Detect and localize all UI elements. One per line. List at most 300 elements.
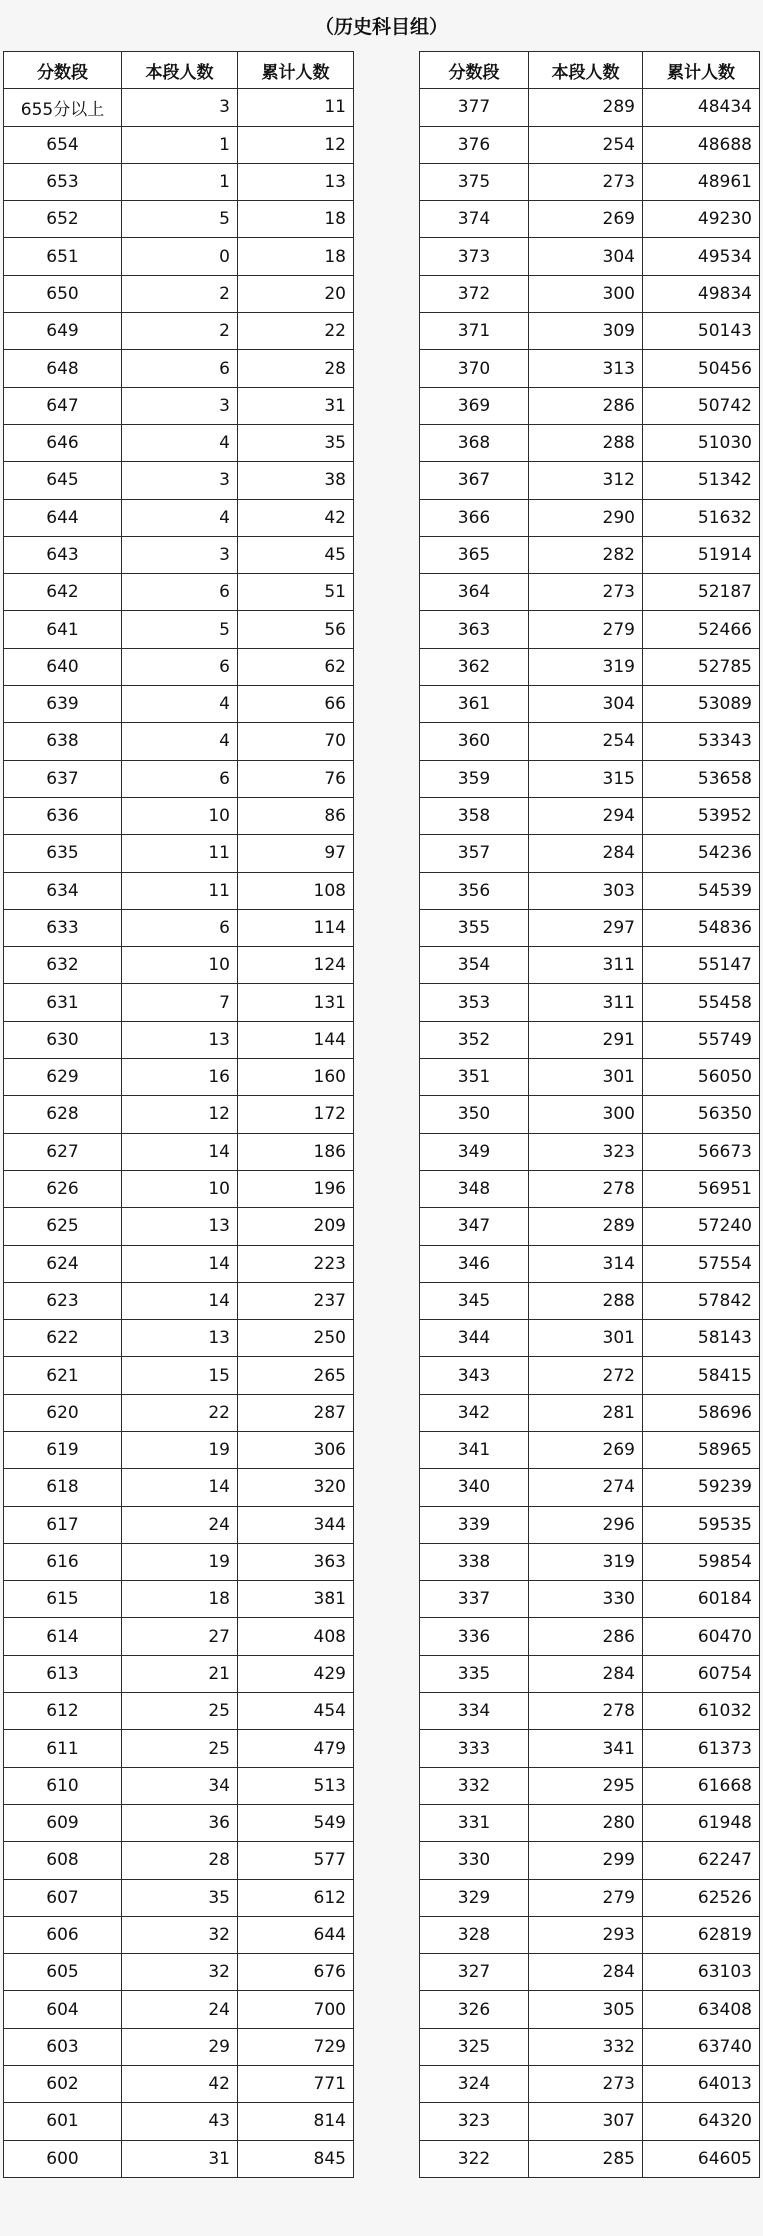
table-row (420, 1059, 760, 1096)
column-header-cumulative-count: 累计人数 (238, 52, 354, 89)
table-row (4, 1879, 354, 1916)
segment-count-cell: 14 (122, 1469, 238, 1506)
table-row (420, 1096, 760, 1133)
segment-count-cell: 3 (122, 89, 238, 126)
segment-count-cell: 313 (529, 350, 643, 387)
score-segment-cell: 364 (420, 574, 529, 611)
table-row (4, 1320, 354, 1357)
segment-count-cell: 286 (529, 1618, 643, 1655)
score-segment-cell: 334 (420, 1693, 529, 1730)
segment-count-cell: 315 (529, 760, 643, 797)
score-segment-cell: 344 (420, 1320, 529, 1357)
table-row (420, 275, 760, 312)
table-row (4, 1506, 354, 1543)
score-segment-cell: 372 (420, 275, 529, 312)
cumulative-count-cell: 186 (238, 1133, 354, 1170)
segment-count-cell: 4 (122, 499, 238, 536)
score-segment-cell: 343 (420, 1357, 529, 1394)
cumulative-count-cell: 48688 (643, 126, 760, 163)
cumulative-count-cell: 479 (238, 1730, 354, 1767)
table-row (420, 1581, 760, 1618)
score-segment-cell: 628 (4, 1096, 122, 1133)
segment-count-cell: 301 (529, 1320, 643, 1357)
table-row (420, 611, 760, 648)
cumulative-count-cell: 58965 (643, 1431, 760, 1468)
segment-count-cell: 301 (529, 1059, 643, 1096)
table-row (4, 1954, 354, 1991)
table-row (420, 1767, 760, 1804)
table-row (4, 1096, 354, 1133)
segment-count-cell: 35 (122, 1879, 238, 1916)
cumulative-count-cell: 52785 (643, 648, 760, 685)
table-row (4, 797, 354, 834)
cumulative-count-cell: 61948 (643, 1804, 760, 1841)
segment-count-cell: 307 (529, 2103, 643, 2140)
segment-count-cell: 5 (122, 201, 238, 238)
cumulative-count-cell: 287 (238, 1394, 354, 1431)
score-table-left (3, 51, 354, 2178)
cumulative-count-cell: 549 (238, 1804, 354, 1841)
segment-count-cell: 300 (529, 1096, 643, 1133)
score-segment-cell: 614 (4, 1618, 122, 1655)
score-segment-cell: 341 (420, 1431, 529, 1468)
segment-count-cell: 28 (122, 1842, 238, 1879)
table-row (420, 835, 760, 872)
table-row (4, 1730, 354, 1767)
cumulative-count-cell: 408 (238, 1618, 354, 1655)
cumulative-count-cell: 55147 (643, 947, 760, 984)
table-row (4, 909, 354, 946)
segment-count-cell: 2 (122, 313, 238, 350)
score-segment-cell: 632 (4, 947, 122, 984)
cumulative-count-cell: 209 (238, 1208, 354, 1245)
score-segment-cell: 371 (420, 313, 529, 350)
score-segment-cell: 368 (420, 424, 529, 461)
cumulative-count-cell: 66 (238, 686, 354, 723)
score-segment-cell: 345 (420, 1282, 529, 1319)
table-row (4, 1245, 354, 1282)
table-row (420, 2028, 760, 2065)
cumulative-count-cell: 62526 (643, 1879, 760, 1916)
table-row (4, 1767, 354, 1804)
score-segment-cell: 373 (420, 238, 529, 275)
table-header-row (420, 52, 760, 89)
segment-count-cell: 10 (122, 1170, 238, 1207)
segment-count-cell: 314 (529, 1245, 643, 1282)
segment-count-cell: 24 (122, 1991, 238, 2028)
segment-count-cell: 6 (122, 648, 238, 685)
segment-count-cell: 7 (122, 984, 238, 1021)
column-header-score-segment: 分数段 (420, 52, 529, 89)
cumulative-count-cell: 344 (238, 1506, 354, 1543)
table-row (420, 1693, 760, 1730)
cumulative-count-cell: 513 (238, 1767, 354, 1804)
score-segment-cell: 354 (420, 947, 529, 984)
score-segment-cell: 650 (4, 275, 122, 312)
score-segment-cell: 322 (420, 2140, 529, 2177)
table-row (420, 536, 760, 573)
score-segment-cell: 608 (4, 1842, 122, 1879)
table-row (4, 947, 354, 984)
segment-count-cell: 27 (122, 1618, 238, 1655)
table-row (420, 1208, 760, 1245)
cumulative-count-cell: 56350 (643, 1096, 760, 1133)
segment-count-cell: 4 (122, 686, 238, 723)
segment-count-cell: 309 (529, 313, 643, 350)
table-row (4, 424, 354, 461)
table-row (4, 1059, 354, 1096)
score-segment-cell: 356 (420, 872, 529, 909)
segment-count-cell: 273 (529, 163, 643, 200)
score-segment-cell: 604 (4, 1991, 122, 2028)
table-row (420, 350, 760, 387)
segment-count-cell: 15 (122, 1357, 238, 1394)
table-row (4, 350, 354, 387)
segment-count-cell: 272 (529, 1357, 643, 1394)
column-header-cumulative-count: 累计人数 (643, 52, 760, 89)
table-row (420, 462, 760, 499)
score-segment-cell: 361 (420, 686, 529, 723)
segment-count-cell: 289 (529, 1208, 643, 1245)
segment-count-cell: 323 (529, 1133, 643, 1170)
table-row (420, 1133, 760, 1170)
cumulative-count-cell: 196 (238, 1170, 354, 1207)
score-segment-cell: 649 (4, 313, 122, 350)
table-row (4, 2140, 354, 2177)
segment-count-cell: 1 (122, 163, 238, 200)
score-segment-cell: 605 (4, 1954, 122, 1991)
score-segment-cell: 376 (420, 126, 529, 163)
column-header-segment-count: 本段人数 (529, 52, 643, 89)
score-segment-cell: 646 (4, 424, 122, 461)
cumulative-count-cell: 59854 (643, 1543, 760, 1580)
score-segment-cell: 337 (420, 1581, 529, 1618)
cumulative-count-cell: 42 (238, 499, 354, 536)
table-row (4, 313, 354, 350)
table-row (4, 387, 354, 424)
table-row (4, 1394, 354, 1431)
cumulative-count-cell: 48961 (643, 163, 760, 200)
score-segment-cell: 639 (4, 686, 122, 723)
segment-count-cell: 34 (122, 1767, 238, 1804)
score-segment-cell: 349 (420, 1133, 529, 1170)
cumulative-count-cell: 53089 (643, 686, 760, 723)
score-segment-cell: 652 (4, 201, 122, 238)
table-row (4, 648, 354, 685)
score-segment-cell: 330 (420, 1842, 529, 1879)
table-row (4, 89, 354, 126)
cumulative-count-cell: 60754 (643, 1655, 760, 1692)
segment-count-cell: 18 (122, 1581, 238, 1618)
cumulative-count-cell: 160 (238, 1059, 354, 1096)
table-row (4, 723, 354, 760)
score-segment-cell: 627 (4, 1133, 122, 1170)
table-row (4, 238, 354, 275)
segment-count-cell: 281 (529, 1394, 643, 1431)
score-segment-cell: 377 (420, 89, 529, 126)
segment-count-cell: 286 (529, 387, 643, 424)
cumulative-count-cell: 63408 (643, 1991, 760, 2028)
table-row (4, 1357, 354, 1394)
cumulative-count-cell: 223 (238, 1245, 354, 1282)
cumulative-count-cell: 45 (238, 536, 354, 573)
segment-count-cell: 10 (122, 947, 238, 984)
cumulative-count-cell: 454 (238, 1693, 354, 1730)
score-segment-cell: 641 (4, 611, 122, 648)
segment-count-cell: 36 (122, 1804, 238, 1841)
score-segment-cell: 651 (4, 238, 122, 275)
table-row (4, 126, 354, 163)
cumulative-count-cell: 814 (238, 2103, 354, 2140)
segment-count-cell: 14 (122, 1245, 238, 1282)
cumulative-count-cell: 60184 (643, 1581, 760, 1618)
table-row (420, 872, 760, 909)
score-segment-cell: 611 (4, 1730, 122, 1767)
table-row (420, 499, 760, 536)
score-segment-cell: 365 (420, 536, 529, 573)
score-segment-cell: 647 (4, 387, 122, 424)
table-row (420, 797, 760, 834)
score-segment-cell: 613 (4, 1655, 122, 1692)
segment-count-cell: 31 (122, 2140, 238, 2177)
table-row (420, 1357, 760, 1394)
score-segment-cell: 638 (4, 723, 122, 760)
score-segment-cell: 630 (4, 1021, 122, 1058)
score-segment-cell: 635 (4, 835, 122, 872)
table-row (420, 1469, 760, 1506)
table-row (420, 1991, 760, 2028)
score-segment-cell: 355 (420, 909, 529, 946)
score-segment-cell: 609 (4, 1804, 122, 1841)
cumulative-count-cell: 58415 (643, 1357, 760, 1394)
cumulative-count-cell: 306 (238, 1431, 354, 1468)
table-row (420, 760, 760, 797)
table-row (4, 1133, 354, 1170)
score-segment-cell: 325 (420, 2028, 529, 2065)
segment-count-cell: 25 (122, 1730, 238, 1767)
segment-count-cell: 284 (529, 1655, 643, 1692)
segment-count-cell: 311 (529, 984, 643, 1021)
cumulative-count-cell: 51342 (643, 462, 760, 499)
score-segment-cell: 619 (4, 1431, 122, 1468)
cumulative-count-cell: 612 (238, 1879, 354, 1916)
cumulative-count-cell: 51030 (643, 424, 760, 461)
table-body-left (4, 89, 354, 2178)
table-row (4, 872, 354, 909)
score-segment-cell: 335 (420, 1655, 529, 1692)
score-segment-cell: 636 (4, 797, 122, 834)
cumulative-count-cell: 57842 (643, 1282, 760, 1319)
table-row (4, 1170, 354, 1207)
segment-count-cell: 42 (122, 2066, 238, 2103)
score-segment-cell: 625 (4, 1208, 122, 1245)
cumulative-count-cell: 86 (238, 797, 354, 834)
column-header-score-segment: 分数段 (4, 52, 122, 89)
score-segment-cell: 637 (4, 760, 122, 797)
cumulative-count-cell: 54539 (643, 872, 760, 909)
table-row (4, 574, 354, 611)
score-segment-cell: 375 (420, 163, 529, 200)
cumulative-count-cell: 63103 (643, 1954, 760, 1991)
score-segment-cell: 369 (420, 387, 529, 424)
table-row (420, 1431, 760, 1468)
score-segment-cell: 606 (4, 1916, 122, 1953)
cumulative-count-cell: 62819 (643, 1916, 760, 1953)
cumulative-count-cell: 38 (238, 462, 354, 499)
score-segment-cell: 328 (420, 1916, 529, 1953)
score-segment-cell: 623 (4, 1282, 122, 1319)
segment-count-cell: 32 (122, 1916, 238, 1953)
score-segment-cell: 633 (4, 909, 122, 946)
table-row (420, 201, 760, 238)
table-row (420, 238, 760, 275)
cumulative-count-cell: 62247 (643, 1842, 760, 1879)
segment-count-cell: 24 (122, 1506, 238, 1543)
cumulative-count-cell: 64605 (643, 2140, 760, 2177)
segment-count-cell: 13 (122, 1320, 238, 1357)
cumulative-count-cell: 62 (238, 648, 354, 685)
cumulative-count-cell: 49230 (643, 201, 760, 238)
segment-count-cell: 254 (529, 723, 643, 760)
table-row (420, 1618, 760, 1655)
cumulative-count-cell: 265 (238, 1357, 354, 1394)
score-segment-cell: 655分以上 (4, 89, 122, 126)
cumulative-count-cell: 58143 (643, 1320, 760, 1357)
cumulative-count-cell: 50742 (643, 387, 760, 424)
table-row (420, 648, 760, 685)
table-row (420, 89, 760, 126)
score-segment-cell: 333 (420, 1730, 529, 1767)
score-segment-cell: 601 (4, 2103, 122, 2140)
cumulative-count-cell: 144 (238, 1021, 354, 1058)
segment-count-cell: 279 (529, 611, 643, 648)
table-row (4, 536, 354, 573)
segment-count-cell: 6 (122, 909, 238, 946)
segment-count-cell: 11 (122, 835, 238, 872)
segment-count-cell: 6 (122, 760, 238, 797)
cumulative-count-cell: 729 (238, 2028, 354, 2065)
score-segment-cell: 370 (420, 350, 529, 387)
score-segment-cell: 648 (4, 350, 122, 387)
score-segment-cell: 358 (420, 797, 529, 834)
cumulative-count-cell: 11 (238, 89, 354, 126)
cumulative-count-cell: 124 (238, 947, 354, 984)
table-row (4, 1916, 354, 1953)
cumulative-count-cell: 53658 (643, 760, 760, 797)
cumulative-count-cell: 31 (238, 387, 354, 424)
cumulative-count-cell: 50143 (643, 313, 760, 350)
score-segment-cell: 350 (420, 1096, 529, 1133)
segment-count-cell: 3 (122, 462, 238, 499)
segment-count-cell: 299 (529, 1842, 643, 1879)
cumulative-count-cell: 131 (238, 984, 354, 1021)
score-segment-cell: 363 (420, 611, 529, 648)
score-segment-cell: 346 (420, 1245, 529, 1282)
cumulative-count-cell: 237 (238, 1282, 354, 1319)
segment-count-cell: 22 (122, 1394, 238, 1431)
score-segment-cell: 326 (420, 1991, 529, 2028)
table-row (4, 760, 354, 797)
table-row (4, 2028, 354, 2065)
cumulative-count-cell: 60470 (643, 1618, 760, 1655)
cumulative-count-cell: 54836 (643, 909, 760, 946)
page-title: （历史科目组） (314, 16, 448, 38)
segment-count-cell: 274 (529, 1469, 643, 1506)
segment-count-cell: 21 (122, 1655, 238, 1692)
cumulative-count-cell: 676 (238, 1954, 354, 1991)
score-segment-cell: 640 (4, 648, 122, 685)
score-segment-cell: 642 (4, 574, 122, 611)
cumulative-count-cell: 644 (238, 1916, 354, 1953)
cumulative-count-cell: 70 (238, 723, 354, 760)
score-segment-cell: 339 (420, 1506, 529, 1543)
cumulative-count-cell: 97 (238, 835, 354, 872)
column-header-segment-count: 本段人数 (122, 52, 238, 89)
segment-count-cell: 319 (529, 1543, 643, 1580)
score-segment-cell: 626 (4, 1170, 122, 1207)
segment-count-cell: 43 (122, 2103, 238, 2140)
segment-count-cell: 269 (529, 1431, 643, 1468)
score-segment-cell: 617 (4, 1506, 122, 1543)
segment-count-cell: 5 (122, 611, 238, 648)
segment-count-cell: 29 (122, 2028, 238, 2065)
table-row (4, 1655, 354, 1692)
table-row (420, 1730, 760, 1767)
score-segment-cell: 342 (420, 1394, 529, 1431)
segment-count-cell: 295 (529, 1767, 643, 1804)
table-row (4, 1431, 354, 1468)
cumulative-count-cell: 49534 (643, 238, 760, 275)
segment-count-cell: 14 (122, 1133, 238, 1170)
table-row (420, 723, 760, 760)
segment-count-cell: 25 (122, 1693, 238, 1730)
table-row (420, 686, 760, 723)
table-header-row (4, 52, 354, 89)
segment-count-cell: 3 (122, 387, 238, 424)
segment-count-cell: 13 (122, 1021, 238, 1058)
cumulative-count-cell: 48434 (643, 89, 760, 126)
cumulative-count-cell: 55749 (643, 1021, 760, 1058)
table-row (4, 462, 354, 499)
score-segment-cell: 616 (4, 1543, 122, 1580)
cumulative-count-cell: 52187 (643, 574, 760, 611)
score-segment-cell: 603 (4, 2028, 122, 2065)
cumulative-count-cell: 58696 (643, 1394, 760, 1431)
table-row (420, 1804, 760, 1841)
segment-count-cell: 19 (122, 1543, 238, 1580)
cumulative-count-cell: 56951 (643, 1170, 760, 1207)
score-segment-cell: 336 (420, 1618, 529, 1655)
segment-count-cell: 12 (122, 1096, 238, 1133)
segment-count-cell: 305 (529, 1991, 643, 2028)
table-row (420, 1655, 760, 1692)
segment-count-cell: 289 (529, 89, 643, 126)
cumulative-count-cell: 12 (238, 126, 354, 163)
segment-count-cell: 0 (122, 238, 238, 275)
table-row (420, 947, 760, 984)
cumulative-count-cell: 61668 (643, 1767, 760, 1804)
table-row (4, 611, 354, 648)
table-row (4, 499, 354, 536)
score-segment-cell: 653 (4, 163, 122, 200)
score-segment-cell: 629 (4, 1059, 122, 1096)
score-segment-cell: 615 (4, 1581, 122, 1618)
score-segment-cell: 359 (420, 760, 529, 797)
segment-count-cell: 341 (529, 1730, 643, 1767)
segment-count-cell: 10 (122, 797, 238, 834)
cumulative-count-cell: 429 (238, 1655, 354, 1692)
cumulative-count-cell: 845 (238, 2140, 354, 2177)
